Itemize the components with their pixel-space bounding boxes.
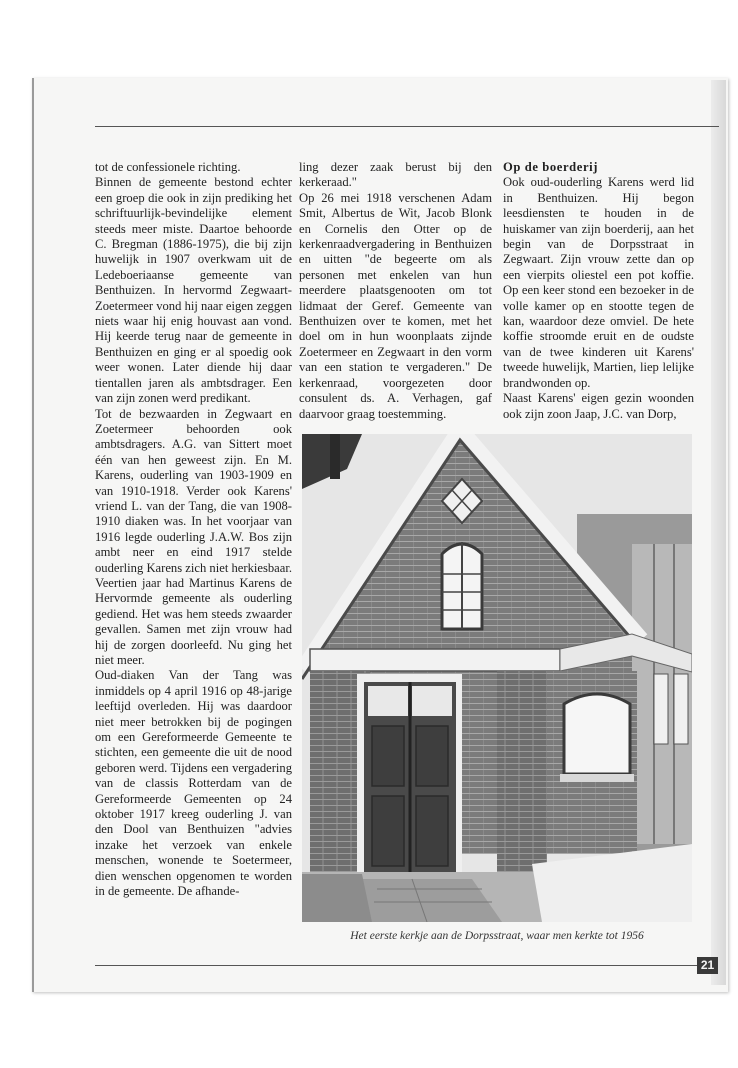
- paragraph: Op 26 mei 1918 verschenen Adam Smit, Albertus de Wit, Jacob Blonk en Cornelis den Otter op de kerkenraadvergadering in Benthuizen en uitten "de begeerte om als personen met enkelen van hun meerdere plaatsgenooten om tot lidmaat der Geref. Gemeente van Benthuizen over te komen, met het doel om in hun woonplaats zijnde Zoetermeer en Zegwaart in den vorm van een station te vergaderen." De kerkenraad, voorgezeten door consulent ds. A. Verhagen, gaf daarvoor graag toestemming.: [299, 190, 492, 421]
- top-rule: [95, 126, 719, 127]
- paragraph: ling dezer zaak berust bij den kerkeraad.": [299, 160, 492, 190]
- paragraph: Oud-diaken Van der Tang was inmiddels op 4 april 1916 op 48-jarige leeftijd overleden. Hij was daardoor niet meer betrokken bij de pogingen om een Gereformeerde Gemeente te stichten, een gemeente die uit de nood geboren werd. Tijdens een vergadering van de classis Rotterdam van de Gereformeerde Gemeenten op 24 oktober 1917 kreeg ouderling J. van den Dool van Benthuizen "advies inzake het verzoek van enkele menschen, wonende te Soetermeer, dien wenschen opgenomen te worden in de gemeente. De afhande-: [95, 668, 292, 899]
- church-photo: [302, 434, 692, 922]
- paragraph: tot de confessionele richting.: [95, 160, 241, 174]
- paragraph: Ook oud-ouderling Karens werd lid in Benthuizen. Hij begon leesdiensten te houden in de huiskamer van zijn boerderij, aan het begin van de Dorpsstraat in Zegwaart. Zijn vrouw zette dan op een vierpits oliestel een pot koffie. Op een keer stond een bezoeker in de volle kamer op en stootte tegen de kan, waardoor deze omviel. De hete koffie stroomde eruit en de oudste van de twee kinderen uit Karens' tweede huwelijk, Martien, liep lelijke brandwonden op.: [503, 175, 694, 390]
- bottom-rule: [95, 965, 697, 966]
- page-edge: [711, 80, 726, 985]
- photo-caption: Het eerste kerkje aan de Dorpsstraat, waar men kerkte tot 1956: [350, 930, 644, 942]
- text-column-1: [95, 160, 292, 900]
- paragraph: Naast Karens' eigen gezin woonden ook zijn zoon Jaap, J.C. van Dorp,: [503, 391, 694, 421]
- page-number: 21: [697, 957, 718, 974]
- section-heading: Op de boerderij: [503, 160, 599, 174]
- paragraph: Tot de bezwaarden in Zegwaart en Zoetermeer behoorden ook ambtsdragers. A.G. van Sittert moet één van hen geweest zijn. En M. Karens, ouderling van 1903-1909 en van 1910-1918. Verder ook Karens' vriend L. van der Tang, die van 1908-1910 diaken was. In het voorjaar van 1916 legde ouderling J.A.W. Bos zijn ambt neer en eind 1917 stelde ouderling Karens zich niet herkiesbaar. Veertien jaar had Martinus Karens de Hervormde gemeente als ouderling gediend. Het was hem steeds zwaarder gevallen. Samen met zijn vrouw had hij de zorgen doorleefd. Nu ging het niet meer.: [95, 406, 292, 667]
- text-column-2: [299, 160, 492, 422]
- text-column-3: [503, 160, 694, 422]
- paragraph: Binnen de gemeente bestond echter een groep die ook in zijn prediking het schriftuurlijk-bevindelijke element steeds meer miste. Daartoe behoorde C. Bregman (1886-1975), die bij zijn huwelijk in 1907 overkwam uit de Ledeboeriaanse gemeente van Benthuizen. In hervormd Zegwaart-Zoetermeer vond hij naar eigen zeggen niets waar hij enig houvast aan vond. Hij keerde terug naar de gemeente in Benthuizen en ging er al spoedig ook weer wonen. Later diende hij daar tientallen jaren als ambtsdrager. Een van zijn zonen werd predikant.: [95, 175, 292, 406]
